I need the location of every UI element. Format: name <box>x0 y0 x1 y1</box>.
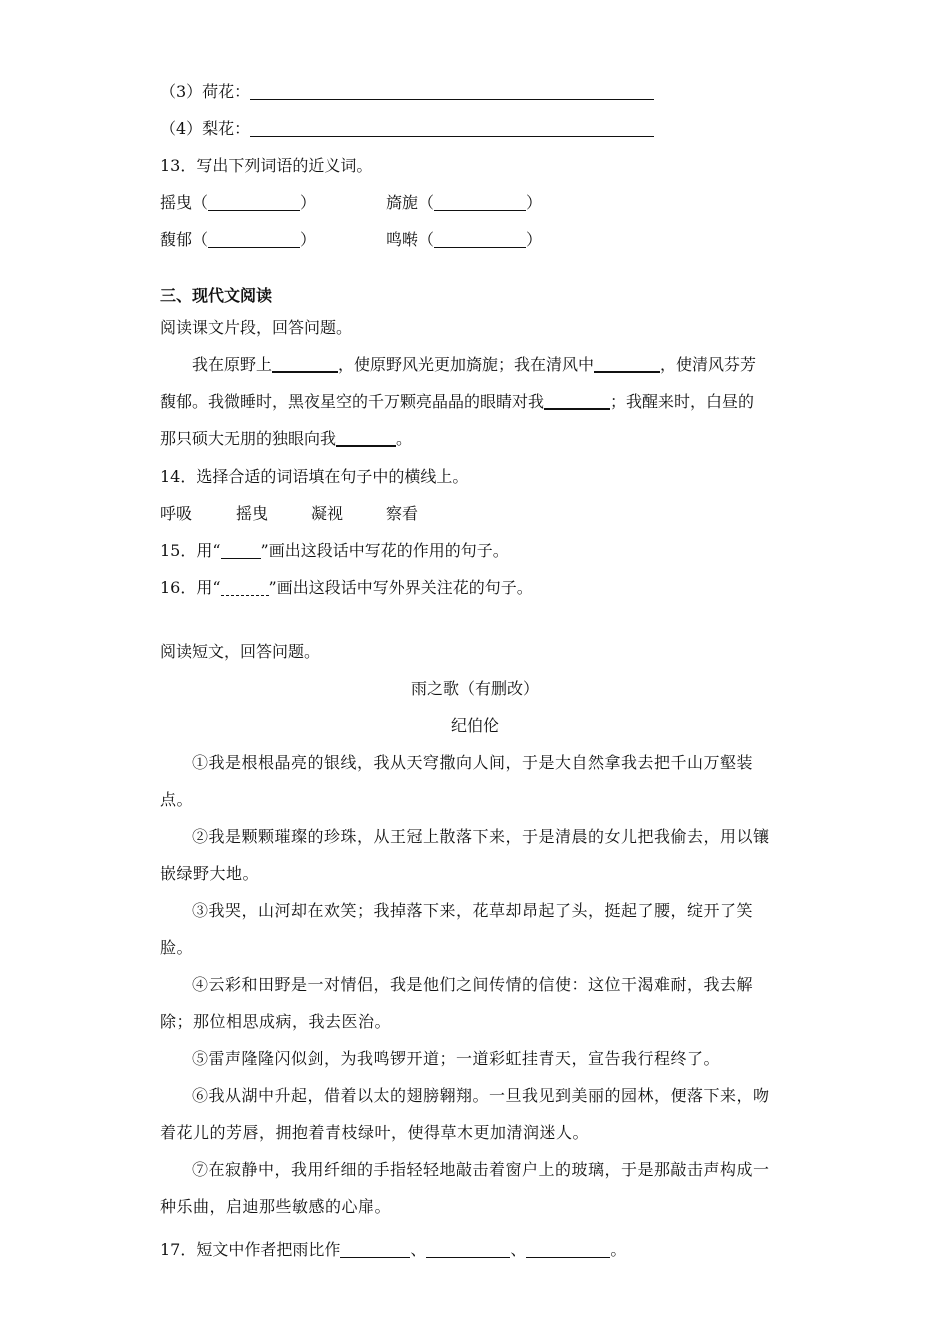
q12-item-4 <box>160 119 654 139</box>
passage-paragraph: ②我是颗颗璀璨的珍珠，从王冠上散落下来，于是清晨的女儿把我偷去，用以镶嵌绿野大地。 <box>160 827 770 883</box>
q13-word-1: 摇曳（ ） <box>160 193 317 212</box>
option-word: 呼吸 <box>160 504 193 523</box>
q13-word-3: 馥郁（ ） <box>160 230 317 249</box>
answer-blank[interactable] <box>434 247 526 248</box>
q15-prompt: 15．用“ ”画出这段话中写花的作用的句子。 <box>160 541 509 560</box>
q12-item-3-label: （3）荷花： <box>160 82 251 101</box>
q13-prompt: 13．写出下列词语的近义词。 <box>160 156 373 175</box>
reading-intro-2: 阅读短文，回答问题。 <box>160 642 321 661</box>
q16-prompt: 16．用“ ”画出这段话中写外界关注花的句子。 <box>160 578 533 597</box>
passage-paragraph: ①我是根根晶亮的银线，我从天穹撒向人间，于是大自然拿我去把千山万壑装点。 <box>160 753 754 809</box>
option-word: 摇曳 <box>236 504 269 523</box>
option-word: 察看 <box>386 504 419 523</box>
passage-title: 雨之歌（有删改） <box>410 679 539 698</box>
answer-blank[interactable] <box>526 1257 610 1258</box>
passage-paragraph: ⑥我从湖中升起，借着以太的翅膀翱翔。一旦我见到美丽的园林，便落下来，吻着花儿的芳唇，拥抱着青枝绿叶，使得草木更加清润迷人。 <box>160 1086 770 1142</box>
fill-blank[interactable] <box>272 371 338 373</box>
option-word: 凝视 <box>311 504 344 523</box>
section-heading: 三、现代文阅读 <box>160 286 273 305</box>
passage-paragraph: ③我哭，山河却在欢笑；我掉落下来，花草却昂起了头，挺起了腰，绽开了笑脸。 <box>160 901 754 957</box>
q13-word-2: 旖旎（ ） <box>386 193 543 212</box>
q12-item-3 <box>160 82 654 102</box>
passage1-line-1: 我在原野上 ，使原野风光更加旖旎；我在清风中 ，使清风芬芳 <box>192 355 757 374</box>
q12-item-4-label: （4）梨花： <box>160 119 251 138</box>
answer-blank[interactable] <box>426 1257 510 1258</box>
answer-blank[interactable] <box>250 99 654 100</box>
fill-blank[interactable] <box>544 408 610 410</box>
answer-blank[interactable] <box>250 136 654 137</box>
straight-underline-sample <box>221 558 261 559</box>
fill-blank[interactable] <box>594 371 660 373</box>
q13-word-4: 鸣啭（ ） <box>386 230 543 249</box>
answer-blank[interactable] <box>208 247 300 248</box>
answer-blank[interactable] <box>208 210 300 211</box>
passage-paragraph: ⑦在寂静中，我用纤细的手指轻轻地敲击着窗户上的玻璃，于是那敲击声构成一种乐曲，启迪那些敏感的心扉。 <box>160 1160 770 1216</box>
fill-blank[interactable] <box>336 445 396 447</box>
passage-author: 纪伯伦 <box>450 716 499 735</box>
passage2-body <box>160 744 780 1225</box>
q14-prompt: 14．选择合适的词语填在句子中的横线上。 <box>160 467 469 486</box>
passage1-line-2: 馥郁。我微睡时，黑夜星空的千万颗亮晶晶的眼睛对我 ；我醒来时，白昼的 <box>160 392 755 411</box>
passage1-line-3: 那只硕大无朋的独眼向我 。 <box>160 429 413 448</box>
passage-paragraph: ④云彩和田野是一对情侣，我是他们之间传情的信使：这位干渴难耐，我去解除；那位相思成病，我去医治。 <box>160 975 754 1031</box>
wavy-underline-sample <box>221 595 269 596</box>
answer-blank[interactable] <box>340 1257 410 1258</box>
reading-intro-1: 阅读课文片段，回答问题。 <box>160 318 353 337</box>
q17-prompt: 17．短文中作者把雨比作 、 、 。 <box>160 1240 627 1259</box>
passage-paragraph: ⑤雷声隆隆闪似剑，为我鸣锣开道；一道彩虹挂青天，宣告我行程终了。 <box>192 1049 721 1068</box>
word-options <box>160 504 418 524</box>
answer-blank[interactable] <box>434 210 526 211</box>
